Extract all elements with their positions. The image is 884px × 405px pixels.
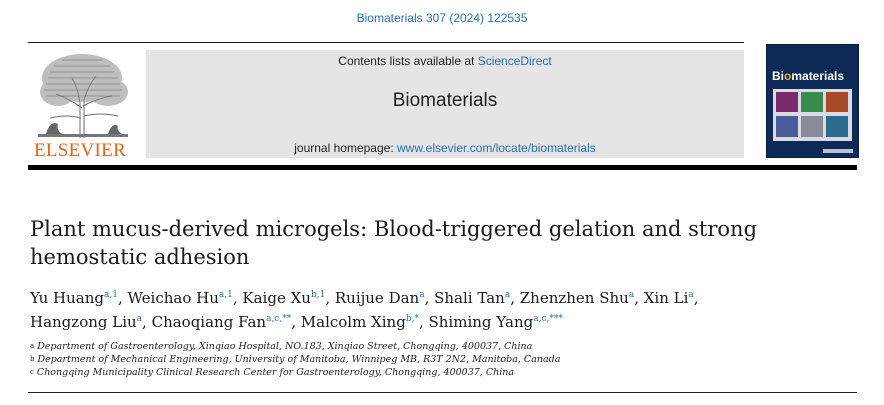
cover-title bbox=[772, 69, 844, 83]
author-affil-sup[interactable]: a bbox=[419, 290, 425, 300]
author-name[interactable]: Weichao Hu bbox=[127, 289, 219, 307]
article-title bbox=[30, 215, 850, 271]
sciencedirect-link[interactable]: ScienceDirect bbox=[477, 54, 552, 68]
affiliation-text: Chongqing Municipality Clinical Research Center for Gastroenterology, Chongqing, 400037, China bbox=[36, 367, 515, 378]
author-name[interactable]: Chaoqiang Fan bbox=[151, 313, 267, 331]
author-name[interactable]: Shiming Yang bbox=[428, 313, 534, 331]
author-sep: , bbox=[232, 289, 243, 307]
author-name[interactable]: Malcolm Xing bbox=[300, 313, 406, 331]
homepage-line bbox=[146, 141, 744, 155]
author-name[interactable]: Hangzong Liu bbox=[30, 313, 137, 331]
author-name[interactable]: Ruijue Dan bbox=[334, 289, 420, 307]
journal-name: Biomaterials bbox=[392, 90, 498, 111]
author-sep: , bbox=[634, 289, 644, 307]
author-name[interactable]: Shali Tan bbox=[434, 289, 505, 307]
header-rule-thick bbox=[28, 165, 857, 170]
cover-title-suffix: materials bbox=[791, 69, 845, 83]
author-sep: , bbox=[325, 289, 335, 307]
affiliation-label: c bbox=[30, 368, 34, 376]
affiliation-item bbox=[30, 353, 850, 366]
author-affil-sup[interactable]: a,c,*** bbox=[533, 314, 563, 324]
author-affil-sup[interactable]: b,* bbox=[405, 314, 419, 324]
contents-prefix: Contents lists available at bbox=[338, 54, 478, 68]
author-sep: , bbox=[291, 313, 301, 331]
homepage-prefix: journal homepage: bbox=[294, 141, 397, 155]
author-name[interactable]: Kaige Xu bbox=[242, 289, 311, 307]
affiliation-item bbox=[30, 366, 850, 379]
journal-citation bbox=[0, 11, 884, 25]
author-line-2 bbox=[30, 310, 850, 334]
header-rule-top bbox=[28, 42, 744, 43]
affiliation-list bbox=[30, 340, 850, 379]
author-line-1 bbox=[30, 286, 850, 310]
author-name[interactable]: Zhenzhen Shu bbox=[519, 289, 629, 307]
citation-link[interactable]: Biomaterials 307 (2024) 122535 bbox=[356, 11, 528, 25]
author-sep: , bbox=[418, 313, 429, 331]
affiliation-text: Department of Mechanical Engineering, University of Manitoba, Winnipeg MB, R3T 2N2, Manitoba, Canada bbox=[37, 354, 561, 365]
author-name[interactable]: Xin Li bbox=[643, 289, 689, 307]
affiliation-item bbox=[30, 340, 850, 353]
affiliation-text: Department of Gastroenterology, Xinqiao Hospital, NO.183, Xinqiao Street, Chongqing, 400037, China bbox=[37, 341, 533, 352]
affiliation-label: a bbox=[30, 342, 35, 350]
elsevier-logo-text: ELSEVIER bbox=[33, 140, 127, 161]
author-affil-sup[interactable]: a bbox=[628, 290, 635, 300]
author-name[interactable]: Yu Huang bbox=[30, 289, 104, 307]
author-affil-sup[interactable]: b,1 bbox=[310, 290, 326, 300]
cover-publisher-mark bbox=[823, 149, 853, 153]
cover-title-prefix: Bi bbox=[772, 69, 784, 83]
journal-banner bbox=[146, 50, 744, 158]
author-affil-sup[interactable]: a,1 bbox=[218, 290, 233, 300]
journal-cover-image[interactable] bbox=[766, 44, 859, 158]
contents-line bbox=[146, 54, 744, 68]
section-rule-bottom bbox=[28, 392, 857, 393]
author-sep: , bbox=[117, 289, 128, 307]
author-affil-sup[interactable]: a,1 bbox=[103, 290, 118, 300]
author-sep: , bbox=[510, 289, 520, 307]
author-affil-sup[interactable]: a,c,** bbox=[266, 314, 292, 324]
author-sep: , bbox=[142, 313, 152, 331]
author-affil-sup[interactable]: a bbox=[136, 314, 143, 324]
title-line-2: hemostatic adhesion bbox=[30, 245, 250, 269]
cover-figure-panel bbox=[773, 89, 852, 141]
homepage-link[interactable]: www.elsevier.com/locate/biomaterials bbox=[397, 141, 596, 155]
author-sep: , bbox=[693, 289, 699, 307]
author-list bbox=[30, 286, 850, 334]
cover-title-accent: o bbox=[784, 69, 792, 83]
author-sep: , bbox=[424, 289, 435, 307]
author-affil-sup[interactable]: a bbox=[504, 290, 511, 300]
title-line-1: Plant mucus-derived microgels: Blood-triggered gelation and strong bbox=[30, 217, 758, 241]
author-affil-sup[interactable]: a bbox=[688, 290, 694, 300]
affiliation-label: b bbox=[30, 355, 35, 363]
